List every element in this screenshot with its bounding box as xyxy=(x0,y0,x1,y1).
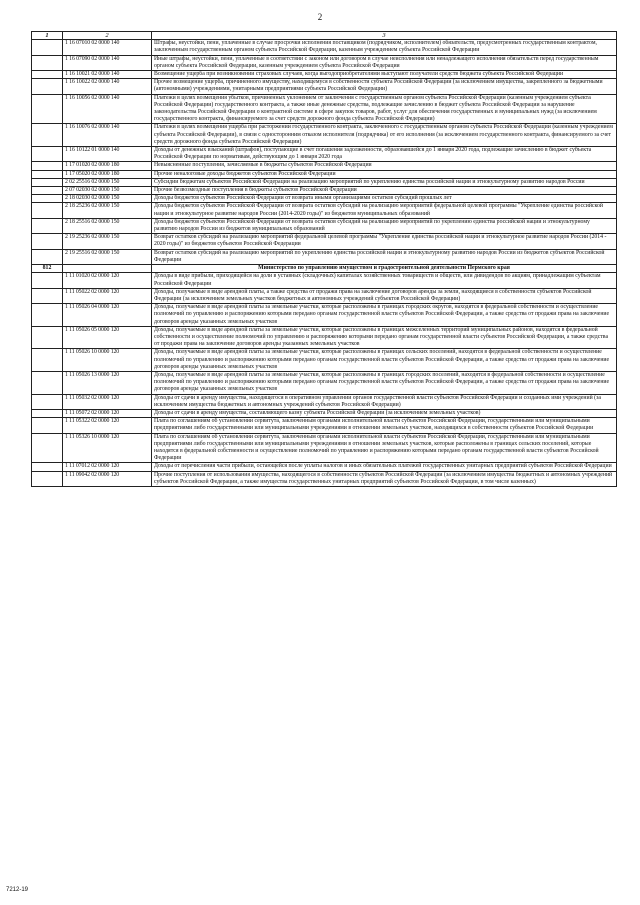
revenue-code-cell: 1 17 05020 02 0000 180 xyxy=(63,170,152,178)
revenue-code-cell: 1 11 05026 05 0000 120 xyxy=(63,326,152,349)
revenue-code-cell: 1 16 10056 02 0000 140 xyxy=(63,94,152,124)
admin-code-cell xyxy=(32,371,63,394)
admin-code-cell xyxy=(32,195,63,203)
table-row xyxy=(32,409,617,417)
description-cell: Возврат остатков субсидий на реализацию мероприятий федеральной целевой программы "Укрепление единства российской нации и этнокультурное развитие народов России (2014 - 2020 годы)" из бюджетов субъектов Российской Федерации xyxy=(152,234,617,249)
revenue-code-cell: 1 11 01020 02 0000 120 xyxy=(63,273,152,288)
description-cell: Прочее возмещение ущерба, причиненного имуществу, находящемуся в собственности субъекта Российской Федерации (за исключением имущества, закрепленного за бюджетными (автономными) учреждениями, унитарными предприятиями субъекта Российской Федерации) xyxy=(152,79,617,94)
description-cell: Доходы в виде прибыли, приходящейся на доли в уставных (складочных) капиталах хозяйственных товариществ и обществ, или дивидендов по акциям, принадлежащим субъектам Российской Федерации xyxy=(152,273,617,288)
description-cell: Возмещение ущерба при возникновении страховых случаев, когда выгодоприобретателями выступают получатели средств бюджета субъекта Российской Федерации xyxy=(152,71,617,79)
revenue-code-cell: 2 18 25516 02 0000 150 xyxy=(63,218,152,233)
header-col-3: 3 xyxy=(152,32,617,40)
description-cell: Иные штрафы, неустойки, пени, уплаченные в соответствии с законом или договором в случае неисполнения или ненадлежащего исполнения обязательств перед государственным органом субъекта Российской Федерации, казенным учреждением субъекта Российской Федерации xyxy=(152,55,617,70)
description-cell: Невыясненные поступления, зачисляемые в бюджеты субъектов Российской Федерации xyxy=(152,162,617,170)
revenue-codes-table xyxy=(31,31,617,487)
table-row xyxy=(32,218,617,233)
admin-code-cell xyxy=(32,326,63,349)
revenue-code-cell: 1 16 07090 02 0000 140 xyxy=(63,55,152,70)
header-col-1: 1 xyxy=(32,32,63,40)
description-cell: Штрафы, неустойки, пени, уплаченные в случае просрочки исполнения поставщиком (подрядчиком, исполнителем) обязательств, предусмотренных государственным контрактом, заключенным государственным органом субъекта Российской Федерации, казенным учреждением субъекта Российской Федерации xyxy=(152,40,617,55)
revenue-code-cell: 2 19 25516 02 0000 150 xyxy=(63,249,152,264)
description-cell: Прочие безвозмездные поступления в бюджеты субъектов Российской Федерации xyxy=(152,187,617,195)
revenue-code-cell: 1 11 05326 10 0000 120 xyxy=(63,433,152,463)
admin-code-cell xyxy=(32,187,63,195)
revenue-code-cell: 1 16 10021 02 0000 140 xyxy=(63,71,152,79)
table-row xyxy=(32,418,617,433)
revenue-code-cell: 1 11 05072 02 0000 120 xyxy=(63,409,152,417)
table-row xyxy=(32,249,617,264)
page-number: 2 xyxy=(317,12,323,22)
admin-code-cell xyxy=(32,418,63,433)
revenue-code-cell: 2 19 25236 02 0000 150 xyxy=(63,234,152,249)
admin-code-cell xyxy=(32,71,63,79)
admin-code-cell xyxy=(32,40,63,55)
table-row xyxy=(32,304,617,327)
description-cell: Платежи в целях возмещения убытков, причиненных уклонением от заключения с государственным органом субъекта Российской Федерации (казенным учреждением субъекта Российской Федерации) государственного контракта, а также иные денежные средства, подлежащие зачислению в бюджет субъекта Российской Федерации за нарушение законодательства Российской Федерации о контрактной системе в сфере закупок товаров, работ, услуг для обеспечения государственных и муниципальных нужд (за исключением государственного контракта, финансируемого за счет средств дорожного фонда субъекта Российской Федерации) xyxy=(152,94,617,124)
description-cell: Плата по соглашениям об установлении сервитута, заключенным органами исполнительной власти субъектов Российской Федерации, государственными или муниципальными предприятиями либо государственными или муниципальными учреждениями в отношении земельных участков, находящихся в собственности субъектов Российской Федерации xyxy=(152,418,617,433)
admin-code-cell xyxy=(32,249,63,264)
revenue-code-cell: 2 18 02030 02 0000 150 xyxy=(63,195,152,203)
admin-code-cell xyxy=(32,162,63,170)
header-col-2: 2 xyxy=(63,32,152,40)
revenue-code-cell: 1 11 07012 02 0000 120 xyxy=(63,463,152,471)
table-row xyxy=(32,170,617,178)
admin-code-cell xyxy=(32,234,63,249)
admin-code-cell xyxy=(32,124,63,147)
description-cell: Доходы бюджетов субъектов Российской Федерации от возврата иными организациями остатков субсидий прошлых лет xyxy=(152,195,617,203)
table-row xyxy=(32,433,617,463)
table-row xyxy=(32,288,617,303)
description-cell: Доходы бюджетов субъектов Российской Федерации от возврата остатков субсидий на реализацию мероприятий федеральной целевой программы "Укрепление единства российской нации и этнокультурное развитие народов России (2014-2020 годы)" из бюджетов муниципальных образований xyxy=(152,203,617,218)
description-cell: Плата по соглашениям об установлении сервитута, заключенным органами исполнительной власти субъектов Российской Федерации, государственными или муниципальными предприятиями либо государственными или муниципальными учреждениями в отношении земельных участков, которые расположены в границах сельских поселений, которые находятся в федеральной собственности и осуществление полномочий по управлению и распоряжению которыми передано органам государственной власти субъектов Российской Федерации xyxy=(152,433,617,463)
revenue-code-cell xyxy=(63,265,152,273)
table-row xyxy=(32,124,617,147)
revenue-code-cell: 2 02 25516 02 0000 150 xyxy=(63,178,152,186)
description-cell: Министерство по управлению имуществом и градостроительной деятельности Пермского края xyxy=(152,265,617,273)
admin-code-cell xyxy=(32,463,63,471)
revenue-code-cell: 2 18 25236 02 0000 150 xyxy=(63,203,152,218)
table-row xyxy=(32,394,617,409)
table-row xyxy=(32,349,617,372)
admin-code-cell xyxy=(32,203,63,218)
table-row xyxy=(32,471,617,486)
description-cell: Доходы от денежных взысканий (штрафов), поступающие в счет погашения задолженности, образовавшейся до 1 января 2020 года, подлежащие зачислению в бюджет субъекта Российской Федерации по нормативам, действующим до 1 января 2020 года xyxy=(152,147,617,162)
table-header-row xyxy=(32,32,617,40)
revenue-code-cell: 1 16 10122 01 0000 140 xyxy=(63,147,152,162)
admin-code-cell xyxy=(32,55,63,70)
table-row xyxy=(32,178,617,186)
table-row xyxy=(32,273,617,288)
table-row xyxy=(32,40,617,55)
description-cell: Доходы, получаемые в виде арендной платы за земельные участки, которые расположены в границах межселенных территорий муниципальных районов, находятся в федеральной собственности и осуществление полномочий по управлению и распоряжению которыми передано органам государственной власти субъектов Российской Федерации, а также средства от продажи права на заключение договоров аренды указанных земельных участков xyxy=(152,326,617,349)
revenue-code-cell: 1 17 01020 02 0000 180 xyxy=(63,162,152,170)
revenue-code-cell: 1 11 05032 02 0000 120 xyxy=(63,394,152,409)
admin-code-cell xyxy=(32,394,63,409)
section-row xyxy=(32,265,617,273)
admin-code-cell xyxy=(32,94,63,124)
revenue-code-cell: 1 11 05322 02 0000 120 xyxy=(63,418,152,433)
admin-code-cell xyxy=(32,147,63,162)
revenue-code-cell: 1 11 05026 13 0000 120 xyxy=(63,371,152,394)
revenue-code-cell: 1 11 05026 10 0000 120 xyxy=(63,349,152,372)
table-row xyxy=(32,371,617,394)
admin-code-cell xyxy=(32,178,63,186)
description-cell: Субсидии бюджетам субъектов Российской Федерации на реализацию мероприятий по укреплению единства российской нации и этнокультурному развитию народов России xyxy=(152,178,617,186)
table-row xyxy=(32,463,617,471)
table-row xyxy=(32,203,617,218)
revenue-code-cell: 1 16 10076 02 0000 140 xyxy=(63,124,152,147)
description-cell: Доходы, получаемые в виде арендной платы за земельные участки, которые расположены в границах городских округов, находятся в федеральной собственности и осуществление полномочий по управлению и распоряжению которыми передано органам государственной власти субъектов Российской Федерации, а также средства от продажи права на заключение договоров аренды указанных земельных участков xyxy=(152,304,617,327)
admin-code-cell xyxy=(32,409,63,417)
table-row xyxy=(32,162,617,170)
description-cell: Доходы, получаемые в виде арендной платы, а также средства от продажи права на заключение договоров аренды за земли, находящиеся в собственности субъектов Российской Федерации (за исключением земельных участков бюджетных и автономных учреждений субъектов Российской Федерации) xyxy=(152,288,617,303)
revenue-code-cell: 1 16 07010 02 0000 140 xyxy=(63,40,152,55)
admin-code-cell xyxy=(32,433,63,463)
document-footer-code: 7212-19 xyxy=(6,887,29,893)
description-cell: Прочие неналоговые доходы бюджетов субъектов Российской Федерации xyxy=(152,170,617,178)
table-row xyxy=(32,195,617,203)
description-cell: Возврат остатков субсидий на реализацию мероприятий по укреплению единства российской нации и этнокультурному развитию народов России из бюджетов субъектов Российской Федерации xyxy=(152,249,617,264)
description-cell: Доходы, получаемые в виде арендной платы за земельные участки, которые расположены в границах сельских поселений, находятся в федеральной собственности и осуществление полномочий по управлению и распоряжению которыми передано органам государственной власти субъектов Российской Федерации, а также средства от продажи права на заключение договоров аренды указанных земельных участков xyxy=(152,349,617,372)
admin-code-cell xyxy=(32,218,63,233)
table-row xyxy=(32,147,617,162)
revenue-code-cell: 1 11 05022 02 0000 120 xyxy=(63,288,152,303)
admin-code-cell xyxy=(32,79,63,94)
revenue-code-cell: 1 11 05026 04 0000 120 xyxy=(63,304,152,327)
description-cell: Доходы, получаемые в виде арендной платы за земельные участки, которые расположены в границах городских поселений, находятся в федеральной собственности и осуществление полномочий по управлению и распоряжению которыми передано органам государственной власти субъектов Российской Федерации, а также средства от продажи права на заключение договоров аренды указанных земельных участков xyxy=(152,371,617,394)
description-cell: Доходы от сдачи в аренду имущества, составляющего казну субъекта Российской Федерации (за исключением земельных участков) xyxy=(152,409,617,417)
table-row xyxy=(32,187,617,195)
revenue-code-cell: 2 07 02030 02 0000 150 xyxy=(63,187,152,195)
admin-code-cell xyxy=(32,273,63,288)
description-cell: Доходы бюджетов субъектов Российской Федерации от возврата остатков субсидий на реализацию мероприятий по укреплению единства российской нации и этнокультурному развитию народов России из бюджетов муниципальных образований xyxy=(152,218,617,233)
admin-code-cell xyxy=(32,170,63,178)
admin-code-cell: 812 xyxy=(32,265,63,273)
table-row xyxy=(32,55,617,70)
admin-code-cell xyxy=(32,304,63,327)
table-row xyxy=(32,234,617,249)
table-row xyxy=(32,94,617,124)
admin-code-cell xyxy=(32,471,63,486)
revenue-code-cell: 1 16 10022 02 0000 140 xyxy=(63,79,152,94)
revenue-code-cell: 1 11 09042 02 0000 120 xyxy=(63,471,152,486)
table-row xyxy=(32,79,617,94)
table-row xyxy=(32,326,617,349)
description-cell: Доходы от сдачи в аренду имущества, находящегося в оперативном управлении органов государственной власти субъектов Российской Федерации и созданных ими учреждений (за исключением имущества бюджетных и автономных учреждений субъектов Российской Федерации) xyxy=(152,394,617,409)
admin-code-cell xyxy=(32,288,63,303)
admin-code-cell xyxy=(32,349,63,372)
table-body xyxy=(32,32,617,487)
description-cell: Доходы от перечисления части прибыли, остающейся после уплаты налогов и иных обязательных платежей государственных унитарных предприятий субъектов Российской Федерации xyxy=(152,463,617,471)
table-row xyxy=(32,71,617,79)
description-cell: Прочие поступления от использования имущества, находящегося в собственности субъектов Российской Федерации (за исключением имущества бюджетных и автономных учреждений субъектов Российской Федерации, а также имущества государственных унитарных предприятий субъектов Российской Федерации, в том числе казенных) xyxy=(152,471,617,486)
description-cell: Платежи в целях возмещения ущерба при расторжении государственного контракта, заключенного с государственным органом субъекта Российской Федерации (казенным учреждением субъекта Российской Федерации), в связи с односторонним отказом исполнителя (подрядчика) от его исполнения (за исключением государственного контракта, финансируемого за счет средств дорожного фонда субъекта Российской Федерации) xyxy=(152,124,617,147)
